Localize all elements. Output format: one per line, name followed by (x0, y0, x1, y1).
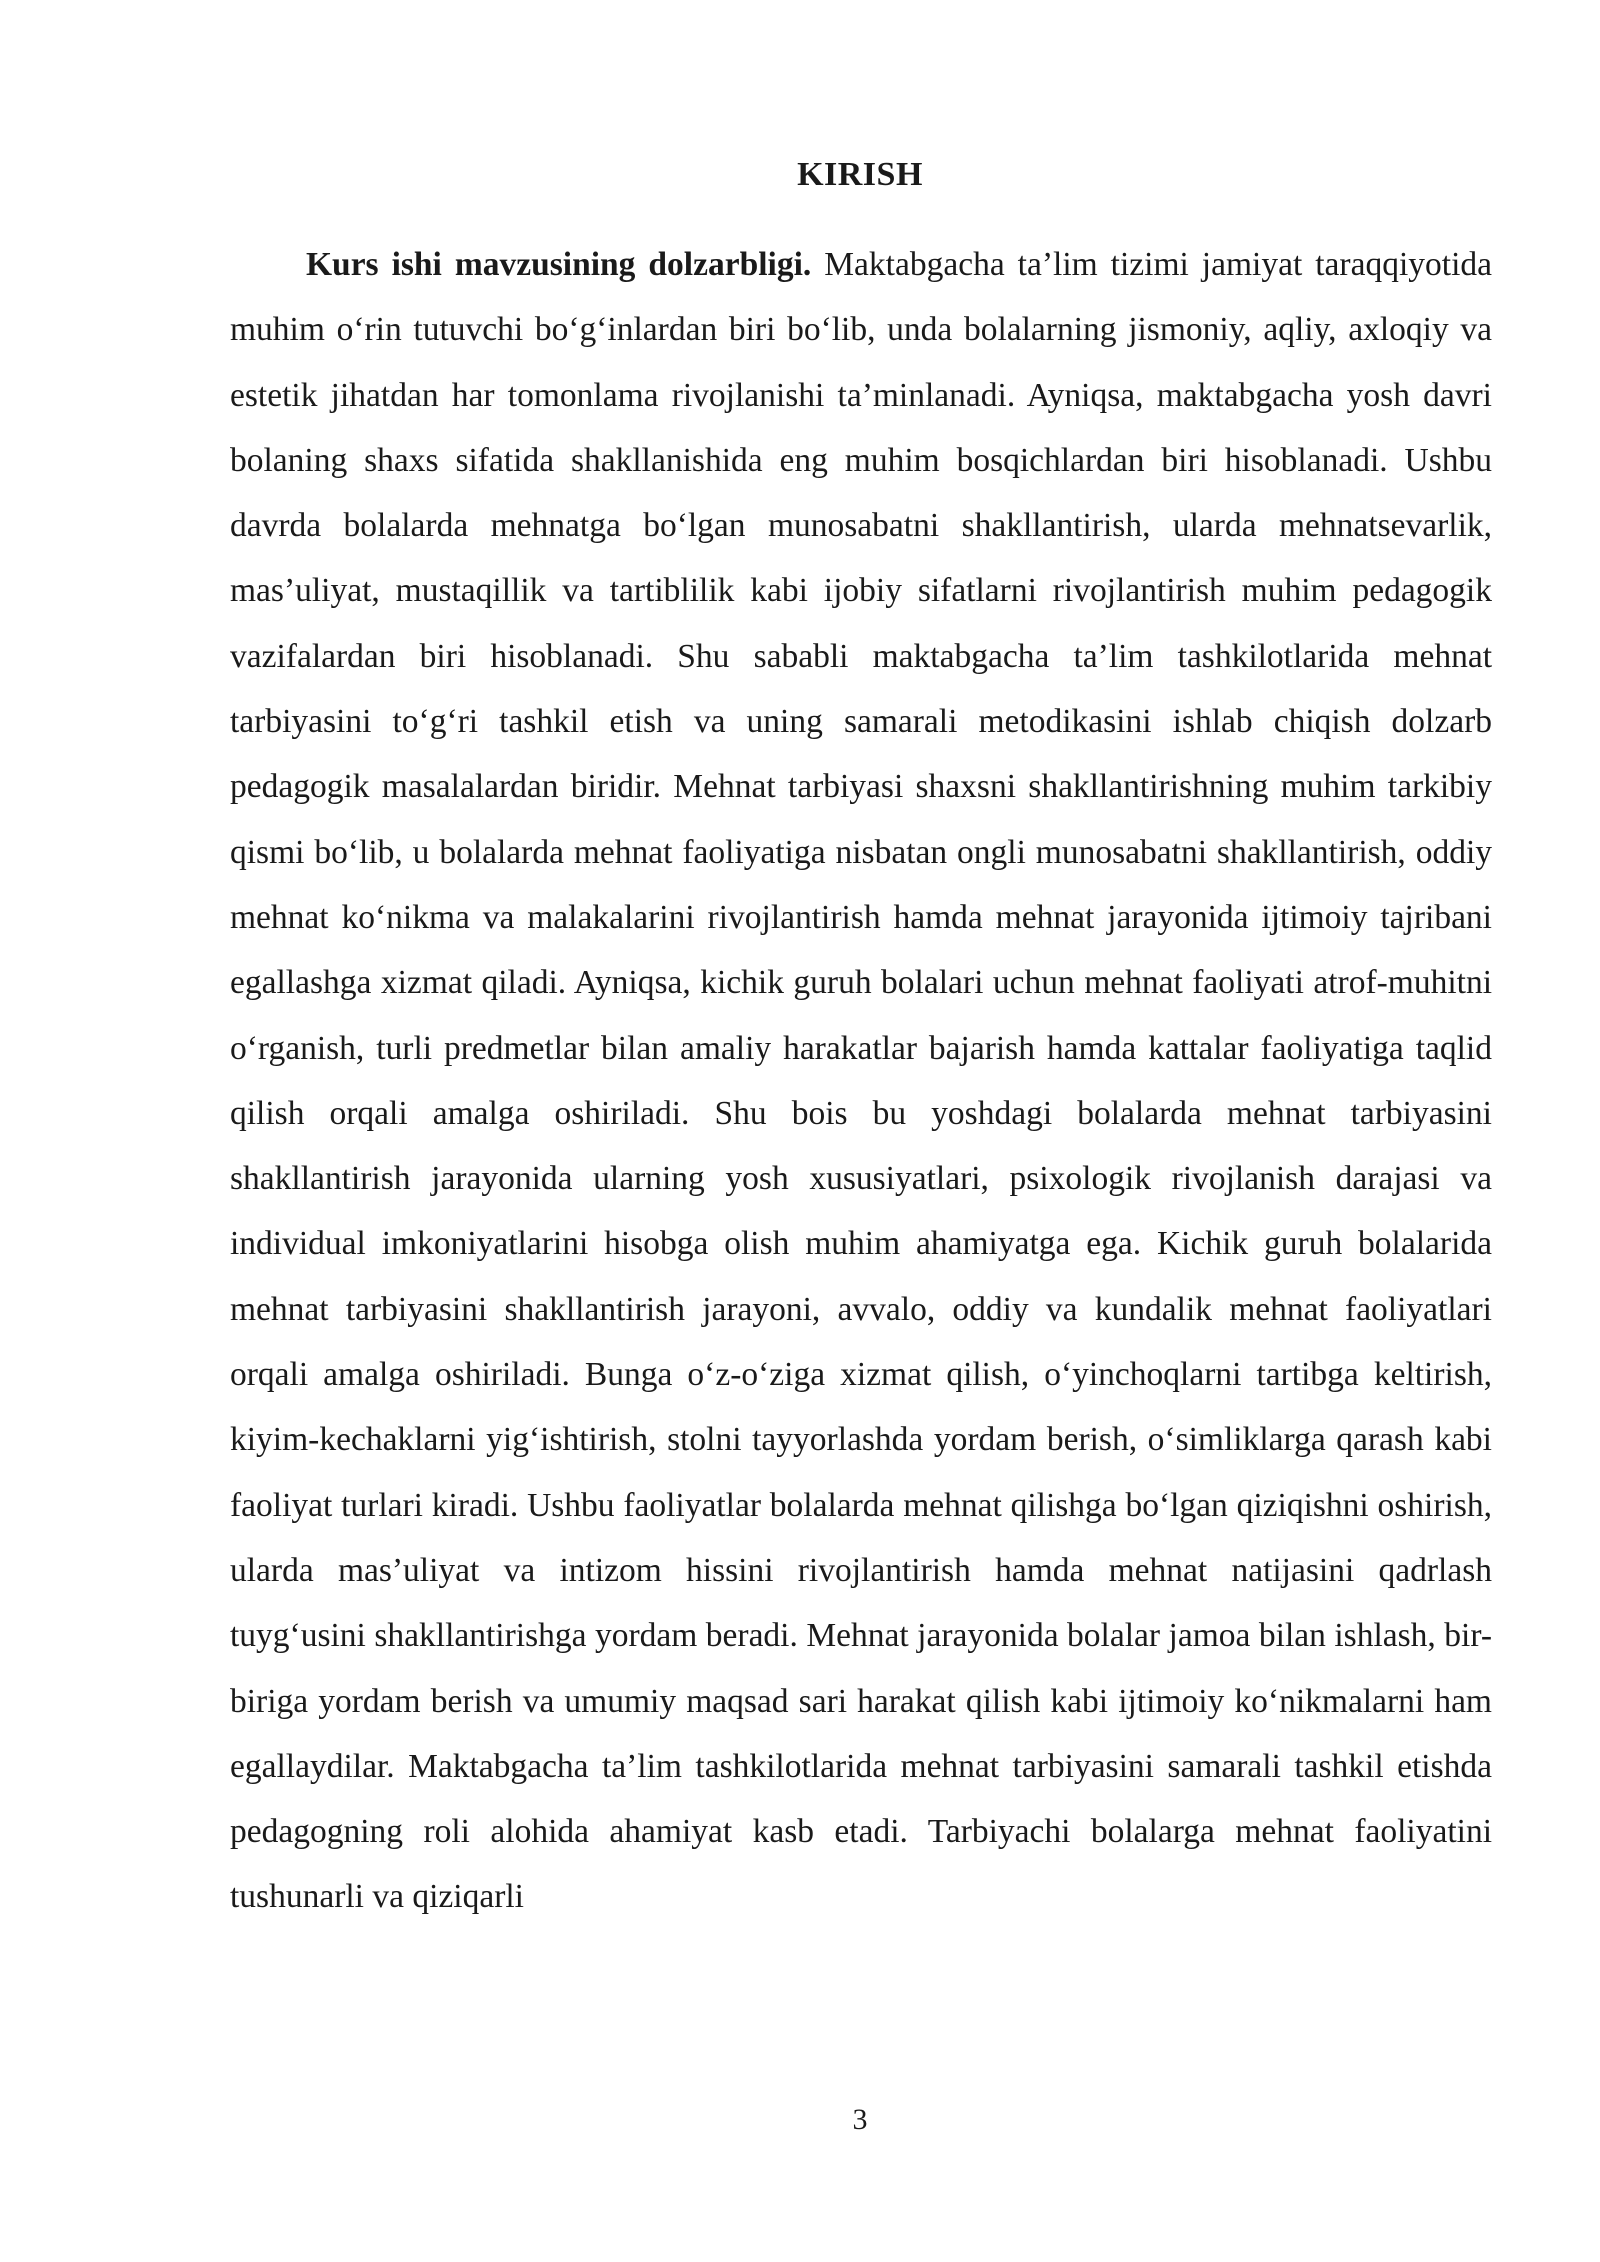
page-number: 3 (852, 2103, 868, 2136)
section-heading: KIRISH (797, 156, 923, 193)
paragraph-text: Maktabgacha ta’lim tizimi jamiyat taraqqiyotida muhim o‘rin tutuvchi bo‘g‘inlardan biri bo‘lib, unda bolalarning jismoniy, aqliy, axloqiy va estetik jihatdan har tomonlama rivojlanishi ta’minlanadi. Ayniqsa, maktabgacha yosh davri bolaning shaxs sifatida shakllanishida eng muhim bosqichlardan biri hisoblanadi. Ushbu davrda bolalarda mehnatga bo‘lgan munosabatni shakllantirish, ularda mehnatsevarlik, mas’uliyat, mustaqillik va tartiblilik kabi ijobiy sifatlarni rivojlantirish muhim pedagogik vazifalardan biri hisoblanadi. Shu sababli maktabgacha ta’lim tashkilotlarida mehnat tarbiyasini to‘g‘ri tashkil etish va uning samarali metodikasini ishlab chiqish dolzarb pedagogik masalalardan biridir. Mehnat tarbiyasi shaxsni shakllantirishning muhim tarkibiy qismi bo‘lib, u bolalarda mehnat faoliyatiga nisbatan ongli munosabatni shakllantirish, oddiy mehnat ko‘nikma va malakalarini rivojlantirish hamda mehnat jarayonida ijtimoiy tajribani egallashga xizmat qiladi. Ayniqsa, kichik guruh bolalari uchun mehnat faoliyati atrof-muhitni o‘rganish, turli predmetlar bilan amaliy harakatlar bajarish hamda kattalar faoliyatiga taqlid qilish orqali amalga oshiriladi. Shu bois bu yoshdagi bolalarda mehnat tarbiyasini shakllantirish jarayonida ularning yosh xususiyatlari, psixologik rivojlanish darajasi va individual imkoniyatlarini hisobga olish muhim ahamiyatga ega. Kichik guruh bolalarida mehnat tarbiyasini shakllantirish jarayoni, avvalo, oddiy va kundalik mehnat faoliyatlari orqali amalga oshiriladi. Bunga o‘z-o‘ziga xizmat qilish, o‘yinchoqlarni tartibga keltirish, kiyim-kechaklarni yig‘ishtirish, stolni tayyorlashda yordam berish, o‘simliklarga qarash kabi faoliyat turlari kiradi. Ushbu faoliyatlar bolalarda mehnat qilishga bo‘lgan qiziqishni oshirish, ularda mas’uliyat va intizom hissini rivojlantirish hamda mehnat natijasini qadrlash tuyg‘usini shakllantirishga yordam beradi. Mehnat jarayonida bolalar jamoa bilan ishlash, bir-biriga yordam berish va umumiy maqsad sari harakat qilish kabi ijtimoiy ko‘nikmalarni ham egallaydilar. Maktabgacha ta’lim tashkilotlarida mehnat tarbiyasini samarali tashkil etishda pedagogning roli alohida ahamiyat kasb etadi. Tarbiyachi bolalarga mehnat faoliyatini tushunarli va qiziqarli (230, 246, 1492, 1916)
body-paragraph (230, 232, 1492, 1930)
lead-in-text: Kurs ishi mavzusining dolzarbligi. (306, 246, 812, 283)
